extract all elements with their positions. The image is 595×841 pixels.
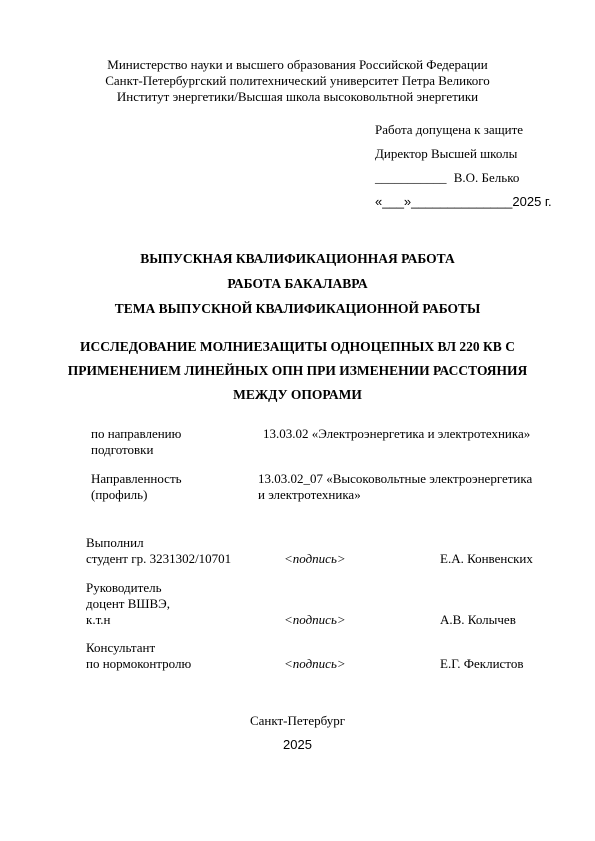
direction-label-1: по направлению	[91, 426, 182, 441]
consultant-name: Е.Г. Феклистов	[440, 656, 524, 671]
director-signature	[375, 170, 519, 186]
topic-line-2: ПРИМЕНЕНИЕМ ЛИНЕЙНЫХ ОПН ПРИ ИЗМЕНЕНИИ РАССТОЯНИЯ	[67, 363, 528, 378]
approval-date	[375, 194, 552, 210]
director-title: Директор Высшей школы	[375, 146, 518, 161]
student-role-1: Выполнил	[86, 535, 144, 550]
student-signature: <подпись>	[284, 551, 346, 566]
institute-line: Институт энергетики/Высшая школа высоковольтной энергетики	[116, 89, 479, 104]
consultant-role-2: по нормоконтролю	[86, 656, 192, 671]
profile-value-1: 13.03.02_07 «Высоковольтные электроэнергетика	[258, 471, 533, 486]
degree-title: РАБОТА БАКАЛАВРА	[227, 276, 368, 291]
date-blank: «___»______________	[375, 194, 513, 209]
consultant-signature: <подпись>	[284, 656, 346, 671]
profile-label-1: Направленность	[91, 471, 182, 486]
profile-value-2: и электротехника»	[258, 487, 361, 502]
supervisor-name: А.В. Колычев	[440, 612, 516, 627]
topic-line-3: МЕЖДУ ОПОРАМИ	[233, 387, 362, 402]
footer-city: Санкт-Петербург	[249, 713, 346, 728]
date-year: 2025 г.	[512, 194, 552, 209]
topic-label: ТЕМА ВЫПУСКНОЙ КВАЛИФИКАЦИОННОЙ РАБОТЫ	[114, 301, 481, 316]
direction-value: 13.03.02 «Электроэнергетика и электротехника»	[263, 426, 531, 441]
student-name: Е.А. Конвенских	[440, 551, 533, 566]
work-type-title: ВЫПУСКНАЯ КВАЛИФИКАЦИОННАЯ РАБОТА	[140, 251, 455, 266]
supervisor-role-3: к.т.н	[86, 612, 111, 627]
director-name: В.О. Белько	[453, 170, 520, 185]
supervisor-role-1: Руководитель	[86, 580, 162, 595]
supervisor-role-2: доцент ВШВЭ,	[86, 596, 171, 611]
topic-line-1: ИССЛЕДОВАНИЕ МОЛНИЕЗАЩИТЫ ОДНОЦЕПНЫХ ВЛ 220 КВ С	[80, 339, 515, 354]
university-line: Санкт-Петербургский политехнический университет Петра Великого	[105, 73, 490, 88]
student-role-2: студент гр. 3231302/10701	[86, 551, 232, 566]
footer-year: 2025	[283, 737, 312, 752]
approval-line: Работа допущена к защите	[375, 122, 524, 137]
ministry-line: Министерство науки и высшего образования Российской Федерации	[107, 57, 488, 72]
signature-blank: ___________	[375, 170, 447, 185]
supervisor-signature: <подпись>	[284, 612, 346, 627]
profile-label-2: (профиль)	[91, 487, 148, 502]
direction-label-2: подготовки	[91, 442, 154, 457]
consultant-role-1: Консультант	[86, 640, 156, 655]
